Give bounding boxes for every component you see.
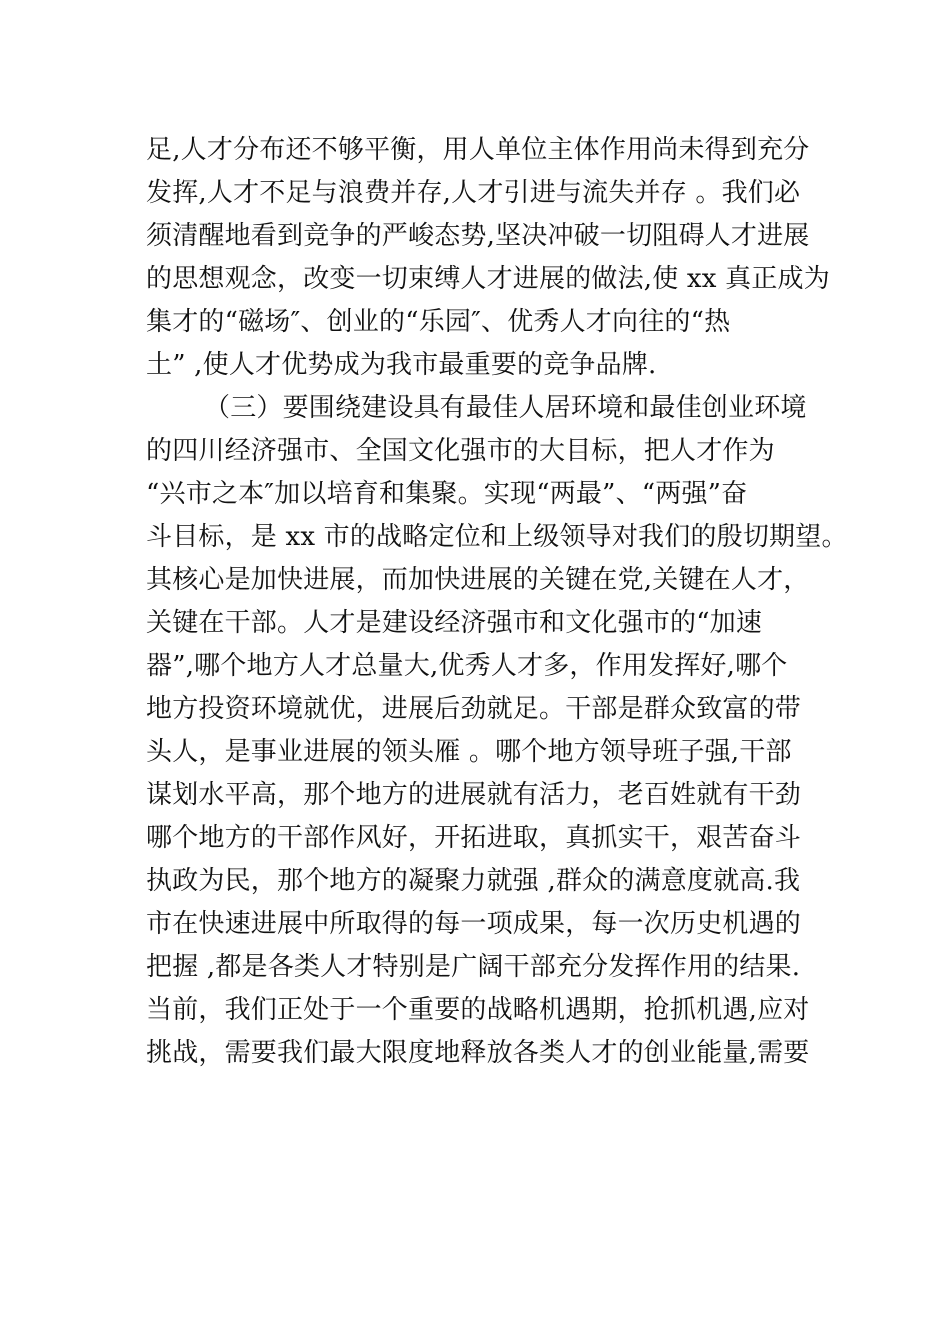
- text-line-1: 足,人才分布还不够平衡，用人单位主体作用尚未得到充分: [146, 135, 810, 165]
- text-line-9: “兴市之本″加以培育和集聚。实现“两最”、“两强”奋: [146, 479, 748, 509]
- text-line-22: 挑战，需要我们最大限度地释放各类人才的创业能量,需要: [146, 1038, 810, 1068]
- text-line-10: 斗目标，是 xx 市的战略定位和上级领导对我们的殷切期望。: [146, 522, 848, 552]
- text-line-12: 关键在干部。人才是建设经济强市和文化强市的“加速: [146, 608, 763, 638]
- text-line-6: 土” ,使人才优势成为我市最重要的竞争品牌.: [146, 350, 657, 380]
- text-line-4: 的思想观念，改变一切束缚人才进展的做法,使 xx 真正成为: [146, 264, 830, 294]
- text-line-19: 市在快速进展中所取得的每一项成果，每一次历史机遇的: [146, 909, 802, 939]
- text-line-18: 执政为民，那个地方的凝聚力就强 ,群众的满意度就高.我: [146, 866, 801, 896]
- text-line-5: 集才的“磁场″、创业的“乐园″、优秀人才向往的“热: [146, 307, 731, 337]
- text-line-21: 当前，我们正处于一个重要的战略机遇期，抢抓机遇,应对: [146, 995, 810, 1025]
- text-line-8: 的四川经济强市、全国文化强市的大目标，把人才作为: [146, 436, 775, 466]
- text-line-20: 把握 ,都是各类人才特别是广阔干部充分发挥作用的结果.: [146, 952, 801, 982]
- text-line-14: 地方投资环境就优，进展后劲就足。干部是群众致富的带: [146, 694, 802, 724]
- text-line-17: 哪个地方的干部作风好，开拓进取，真抓实干，艰苦奋斗: [146, 823, 802, 853]
- text-line-3: 须清醒地看到竞争的严峻态势,坚决冲破一切阻碍人才进展: [146, 221, 810, 251]
- text-line-15: 头人，是事业进展的领头雁 。哪个地方领导班子强,干部: [146, 737, 792, 767]
- text-line-11: 其核心是加快进展，而加快进展的关键在党,关键在人才，: [146, 565, 810, 595]
- paragraph-3-first-line: （三）要围绕建设具有最佳人居环境和最佳创业环境: [204, 393, 807, 423]
- text-line-2: 发挥,人才不足与浪费并存,人才引进与流失并存 。我们必: [146, 178, 801, 208]
- text-line-13: 器”,哪个地方人才总量大,优秀人才多，作用发挥好,哪个: [146, 651, 788, 681]
- text-line-16: 谋划水平高，那个地方的进展就有活力，老百姓就有干劲: [146, 780, 802, 810]
